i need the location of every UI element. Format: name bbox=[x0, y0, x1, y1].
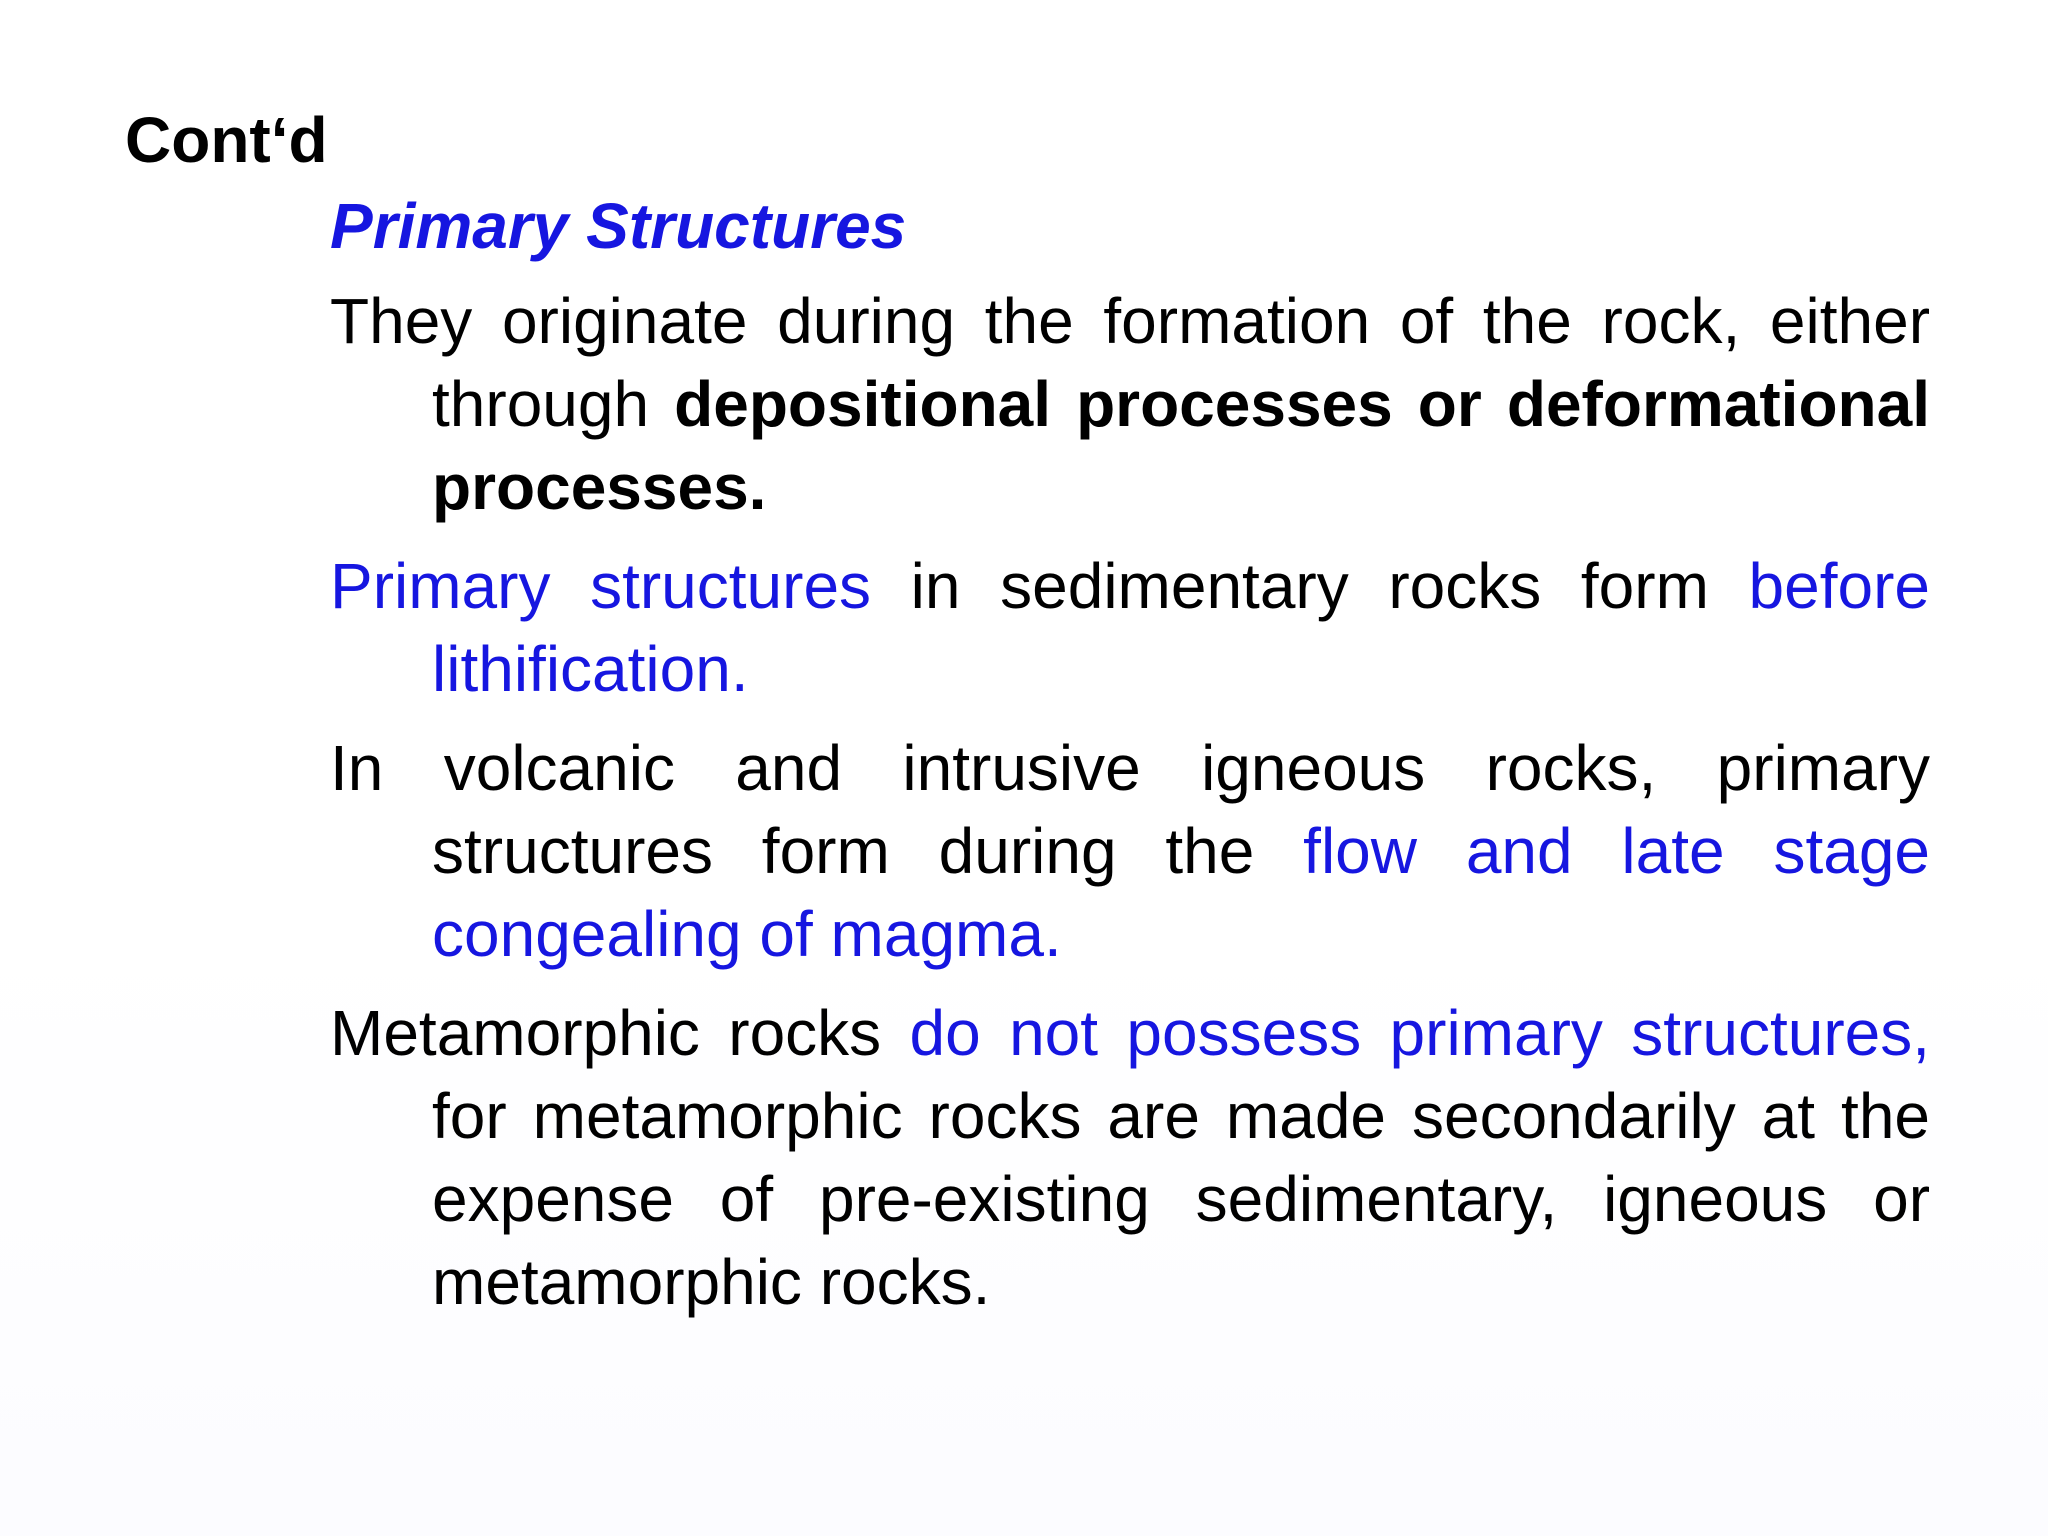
paragraph-highlight: before lithification. bbox=[432, 550, 1931, 705]
paragraph-metamorphic bbox=[330, 992, 1930, 1324]
paragraph-highlight: Primary structures bbox=[330, 550, 872, 622]
paragraph-text: Metamorphic rocks bbox=[330, 997, 910, 1069]
paragraph-text: in sedimentary rocks form bbox=[871, 550, 1749, 622]
paragraph-sedimentary bbox=[330, 545, 1930, 711]
slide-subheading: Primary Structures bbox=[330, 190, 907, 262]
paragraph-emphasis: depositional processes or deformational processes. bbox=[432, 368, 1931, 523]
slide-body bbox=[330, 280, 1930, 1340]
paragraph-highlight: do not possess primary structures, bbox=[909, 997, 1930, 1069]
paragraph-text: In volcanic and intrusive igneous rocks, primary structures form during the bbox=[330, 732, 1930, 887]
paragraph-primary-origin bbox=[330, 280, 1930, 529]
slide-heading: Cont‘d bbox=[125, 104, 328, 176]
paragraph-highlight: flow and late stage congealing of magma. bbox=[432, 815, 1931, 970]
paragraph-text: for metamorphic rocks are made secondarily at the expense of pre-existing sedimentary, igneous or metamorphic rocks. bbox=[432, 1080, 1930, 1318]
paragraph-igneous bbox=[330, 727, 1930, 976]
paragraph-text: They originate during the formation of the rock, either through bbox=[330, 285, 1930, 440]
